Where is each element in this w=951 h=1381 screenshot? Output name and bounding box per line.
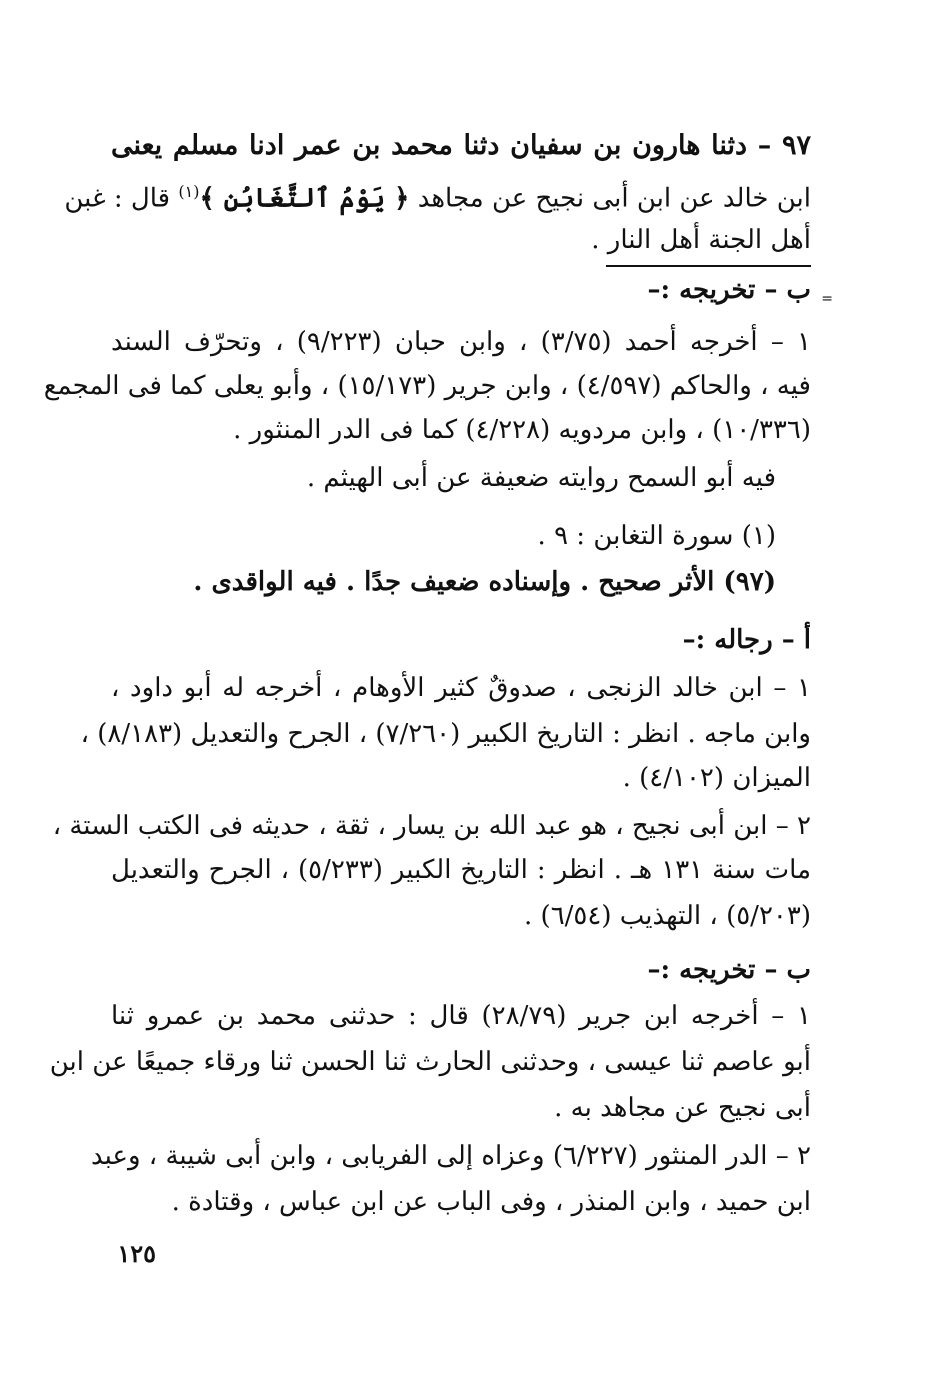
takhrij-line-5: ابن حميد ، وابن المنذر ، وفى الباب عن ابن عباس ، وقتادة . (171, 1187, 811, 1217)
footnote-ref: (١) (178, 182, 200, 201)
quran-verse: ﴿ يَوْمُ ٱلتَّغَابُنِ ﴾ (199, 183, 410, 214)
prev-takhrij-heading: ب – تخريجه :– (647, 275, 811, 305)
prev-takhrij-line-1: ١ – أخرجه أحمد (٣/٧٥) ، وابن حبان (٩/٢٢٣) ، وتحرّف السند (111, 327, 811, 357)
rijal-heading: أ – رجاله :– (682, 625, 811, 655)
rijal-line-6: (٥/٢٠٣) ، التهذيب (٦/٥٤) . (524, 901, 811, 931)
entry-97-line-1: ٩٧ – دثنا هارون بن سفيان دثنا محمد بن عمر ادنا مسلم يعنى (111, 130, 811, 161)
entry-97-line-2-end: قال : غبن (64, 183, 171, 214)
page-number: ١٢٥ (117, 1239, 156, 1268)
takhrij-line-1: ١ – أخرجه ابن جرير (٢٨/٧٩) قال : حدثنى محمد بن عمرو ثنا (111, 1001, 811, 1031)
footnote-divider (606, 265, 811, 267)
prev-takhrij-line-3: (١٠/٣٣٦) ، وابن مردويه (٤/٢٢٨) كما فى الدر المنثور . (233, 415, 811, 445)
prev-takhrij-line-2: فيه ، والحاكم (٤/٥٩٧) ، وابن جرير (١٥/١٧٣) ، وأبو يعلى كما فى المجمع (43, 371, 811, 401)
rijal-line-2: وابن ماجه . انظر : التاريخ الكبير (٧/٢٦٠) ، الجرح والتعديل (٨/١٨٣) ، (80, 719, 811, 749)
takhrij-heading: ب – تخريجه :– (647, 955, 811, 985)
entry-97-line-2 (64, 172, 811, 219)
rijal-line-3: الميزان (٤/١٠٢) . (622, 763, 811, 793)
entry-97-line-3: أهل الجنة أهل النار . (591, 225, 811, 255)
takhrij-line-4: ٢ – الدر المنثور (٦/٢٢٧) وعزاه إلى الفريابى ، وابن أبى شيبة ، وعبد (90, 1141, 811, 1171)
prev-takhrij-note: فيه أبو السمح روايته ضعيفة عن أبى الهيثم . (306, 463, 776, 493)
takhrij-line-2: أبو عاصم ثنا عيسى ، وحدثنى الحارث ثنا الحسن ثنا ورقاء جميعًا عن ابن (49, 1047, 811, 1077)
margin-mark: = (821, 291, 833, 307)
takhrij-line-3: أبى نجيح عن مجاهد به . (554, 1093, 811, 1123)
rijal-line-5: مات سنة ١٣١ هـ . انظر : التاريخ الكبير (٥/٢٣٣) ، الجرح والتعديل (111, 855, 811, 885)
athar-97-title: (٩٧) الأثر صحيح . وإسناده ضعيف جدًا . فيه الواقدى . (193, 567, 776, 597)
rijal-line-4: ٢ – ابن أبى نجيح ، هو عبد الله بن يسار ، ثقة ، حديثه فى الكتب الستة ، (52, 811, 811, 841)
rijal-line-1: ١ – ابن خالد الزنجى ، صدوقٌ كثير الأوهام ، أخرجه له أبو داود ، (111, 673, 811, 703)
entry-97-line-2-start: ابن خالد عن ابن أبى نجيح عن مجاهد (417, 183, 811, 214)
footnote-text: (١) سورة التغابن : ٩ . (537, 521, 776, 551)
